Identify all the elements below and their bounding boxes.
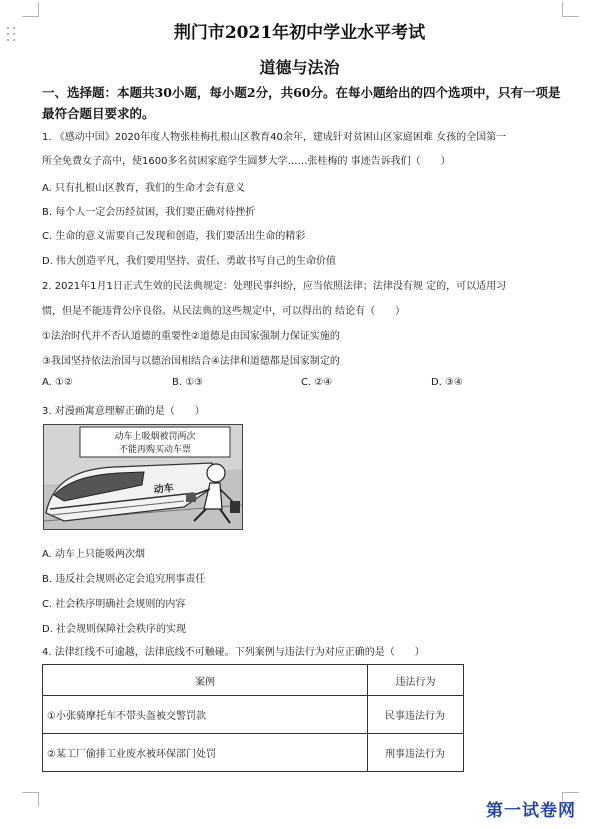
- cartoon-train-label: 动车: [153, 482, 175, 496]
- question-1-option-d[interactable]: D. 伟大创造平凡，我们要用坚持、责任、勇敢书写自己的生命价值: [42, 256, 337, 267]
- crop-mark-top-right: [562, 2, 579, 17]
- question-4-stem: 4. 法律红线不可逾越，法律底线不可触碰。下列案例与违法行为对应正确的是（ ）: [42, 647, 425, 658]
- section-heading: 一、选择题：本题共30小题，每小题2分，共60分。在每小题给出的四个选项中，只有一项是最符合题目要求的。: [42, 85, 561, 121]
- table-cell-violation: 民事违法行为: [368, 696, 464, 734]
- question-2-option-d[interactable]: D. ③④: [431, 377, 463, 388]
- site-watermark: 第一试卷网: [486, 801, 576, 821]
- table-row: [43, 696, 464, 734]
- question-2-stem-line-2: 惯，但是不能违背公序良俗。从民法典的这些规定中，可以得出的 结论有（ ）: [42, 306, 406, 317]
- table-header-case: 案例: [43, 665, 368, 696]
- question-1-option-c[interactable]: C. 生命的意义需要自己发现和创造，我们要活出生命的精彩: [42, 231, 306, 242]
- exam-title: 荆门市2021年初中学业水平考试: [173, 23, 426, 43]
- question-2-option-a[interactable]: A. ①②: [42, 377, 73, 388]
- table-header-violation: 违法行为: [368, 665, 464, 696]
- exam-subject: 道德与法治: [259, 58, 340, 77]
- question-2-option-b[interactable]: B. ①③: [172, 377, 204, 388]
- cartoon-drawing: [44, 425, 242, 529]
- cartoon-caption-line-2: 不能再购买动车票: [118, 445, 192, 455]
- table-row: [43, 734, 464, 772]
- table-cell-violation: 刑事违法行为: [368, 734, 464, 772]
- question-2-statement-line-1: ①法治时代并不否认道德的重要性②道德是由国家强制力保证实施的: [42, 331, 340, 342]
- question-2-option-c[interactable]: C. ②④: [301, 377, 333, 388]
- table-cell-case: ②某工厂偷排工业废水被环保部门处罚: [43, 734, 368, 772]
- question-3-option-b[interactable]: B. 违反社会规则必定会追究刑事责任: [42, 574, 206, 585]
- question-2-stem-line-1: 2. 2021年1月1日正式生效的民法典规定：处理民事纠纷，应当依照法律；法律没有规 定的，可以适用习: [42, 281, 507, 292]
- question-2-statement-line-2: ③我国坚持依法治国与以德治国相结合④法律和道德都是国家制定的: [42, 356, 340, 367]
- question-1-option-b[interactable]: B. 每个人一定会历经贫困，我们要正确对待挫折: [42, 207, 256, 218]
- question-3-option-c[interactable]: C. 社会秩序明确社会规则的内容: [42, 599, 186, 610]
- question-3-stem: 3. 对漫画寓意理解正确的是（ ）: [42, 406, 205, 417]
- table-header-row: [43, 665, 464, 696]
- crop-mark-bottom-left: [22, 792, 39, 807]
- question-3-option-d[interactable]: D. 社会规则保障社会秩序的实现: [42, 624, 187, 635]
- case-table: [42, 664, 464, 772]
- crop-mark-top-left: [22, 2, 39, 17]
- question-3-option-a[interactable]: A. 动车上只能吸两次烟: [42, 549, 146, 560]
- question-1-stem-line-2: 所全免费女子高中，使1600多名贫困家庭学生圆梦大学……张桂梅的 事迹告诉我们（ ）: [42, 156, 451, 167]
- table-cell-case: ①小张骑摩托车不带头盔被交警罚款: [43, 696, 368, 734]
- cartoon-image: [43, 424, 243, 530]
- cartoon-caption-line-1: 动车上吸烟被罚两次: [114, 432, 196, 442]
- question-1-option-a[interactable]: A. 只有扎根山区教育，我们的生命才会有意义: [42, 183, 246, 194]
- question-1-stem-line-1: 1. 《感动中国》2020年度人物张桂梅扎根山区教育40余年，建成针对贫困山区家庭困难 女孩的全国第一: [42, 132, 507, 143]
